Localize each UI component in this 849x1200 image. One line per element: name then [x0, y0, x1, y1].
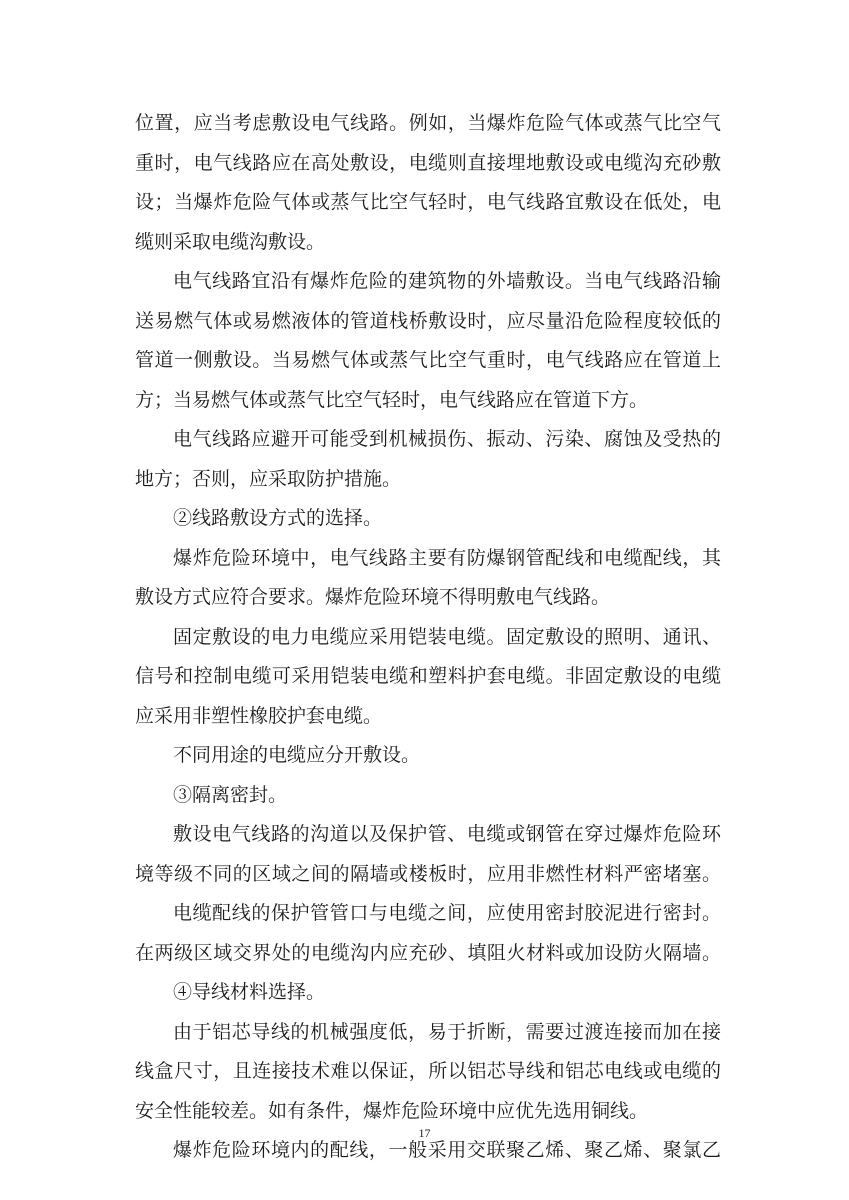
- text-line: ②线路敷设方式的选择。: [173, 507, 383, 529]
- text-line: 爆炸危险环境中，电气线路主要有防爆钢管配线和电缆配线，其: [173, 546, 721, 569]
- text-line: 方；当易燃气体或蒸气比空气轻时，电气线路应在管道下方。: [135, 388, 649, 411]
- text-line: 管道一侧敷设。当易燃气体或蒸气比空气重时，电气线路应在管道上: [135, 349, 721, 371]
- text-line: 缆则采取电缆沟敷设。: [135, 230, 326, 253]
- text-line: 敷设方式应符合要求。爆炸危险环境不得明敷电气线路。: [135, 586, 611, 608]
- text-line: 送易燃气体或易燃液体的管道栈桥敷设时，应尽量沿危险程度较低的: [135, 309, 721, 332]
- text-line: 境等级不同的区域之间的隔墙或楼板时，应用非燃性材料严密堵塞。: [135, 862, 721, 885]
- text-line: 地方；否则，应采取防护措施。: [135, 467, 402, 490]
- text-line: 重时，电气线路应在高处敷设，电缆则直接埋地敷设或电缆沟充砂敷: [135, 151, 721, 174]
- text-line: 应采用非塑性橡胶护套电缆。: [135, 704, 383, 727]
- text-line: 安全性能较差。如有条件，爆炸危险环境中应优先选用铜线。: [135, 1099, 649, 1122]
- text-line: 电气线路宜沿有爆炸危险的建筑物的外墙敷设。当电气线路沿输: [173, 270, 721, 292]
- text-line: 在两级区域交界处的电缆沟内应充砂、填阻火材料或加设防火隔墙。: [135, 941, 721, 964]
- text-line: 固定敷设的电力电缆应采用铠装电缆。固定敷设的照明、通讯、: [173, 625, 721, 648]
- text-line: 信号和控制电缆可采用铠装电缆和塑料护套电缆。非固定敷设的电缆: [135, 665, 721, 687]
- text-line: 位置，应当考虑敷设电气线路。例如，当爆炸危险气体或蒸气比空气: [135, 112, 721, 134]
- text-line: ④导线材料选择。: [173, 981, 326, 1003]
- body-text: [135, 104, 721, 1171]
- text-line: 不同用途的电缆应分开敷设。: [173, 744, 421, 766]
- text-line: 由于铝芯导线的机械强度低，易于折断，需要过渡连接而加在接: [173, 1020, 721, 1043]
- text-line: 敷设电气线路的沟道以及保护管、电缆或钢管在穿过爆炸危险环: [173, 823, 721, 845]
- text-line: 电气线路应避开可能受到机械损伤、振动、污染、腐蚀及受热的: [173, 428, 721, 450]
- text-line: 设；当爆炸危险气体或蒸气比空气轻时，电气线路宜敷设在低处，电: [135, 191, 721, 213]
- page-number: 17: [418, 1126, 431, 1140]
- text-line: ③隔离密封。: [173, 783, 288, 806]
- text-line: 线盒尺寸，且连接技术难以保证，所以铝芯导线和铝芯电线或电缆的: [135, 1060, 721, 1082]
- text-line: 电缆配线的保护管管口与电缆之间，应使用密封胶泥进行密封。: [173, 902, 721, 924]
- text-line: 爆炸危险环境内的配线，一般采用交联聚乙烯、聚乙烯、聚氯乙: [173, 1139, 721, 1161]
